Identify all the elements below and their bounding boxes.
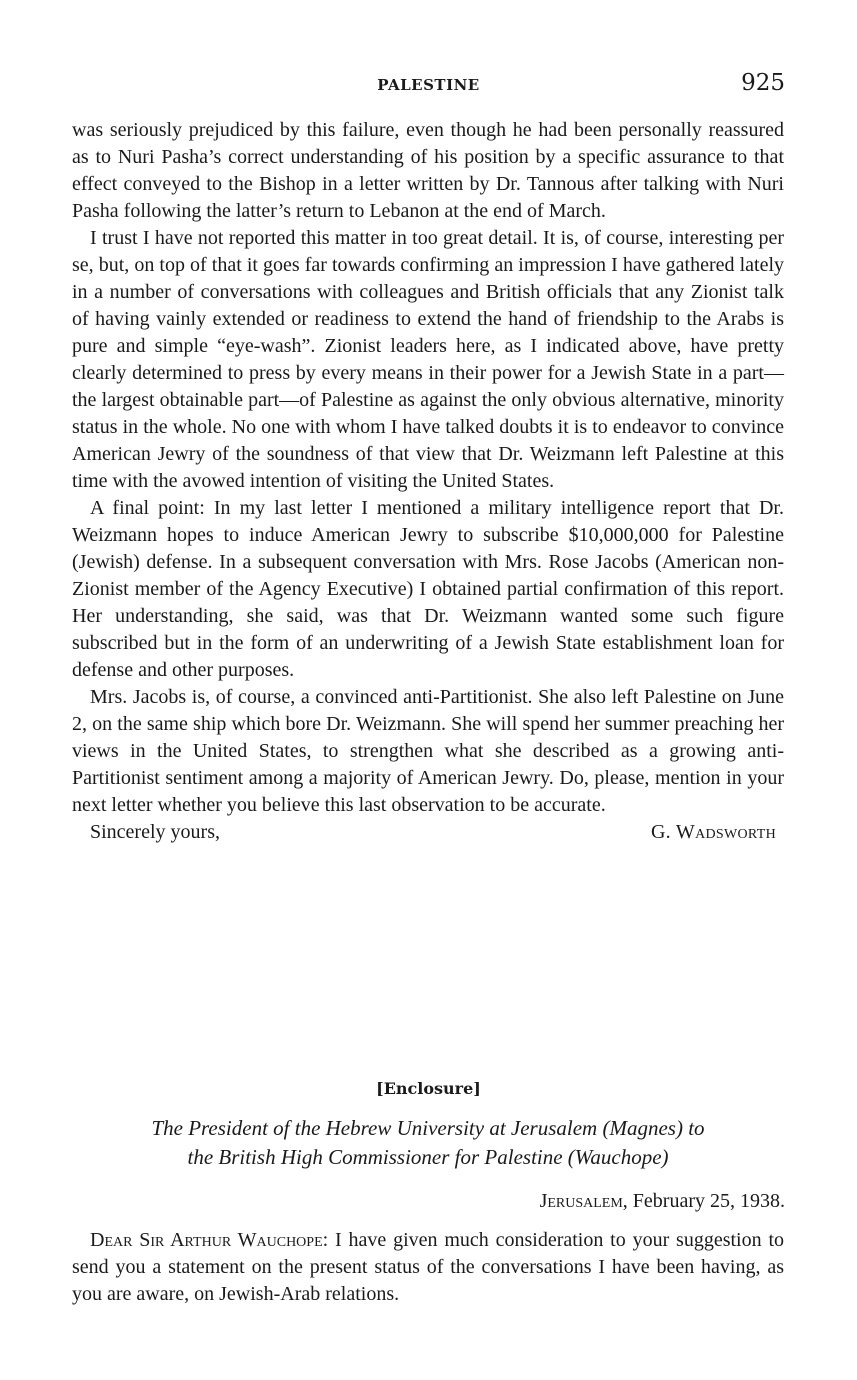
paragraph: I trust I have not reported this matter in too great detail. It is, of course, interesting per se, but, on top of that it goes far towards confirming an impression I have gathered lately in a number of conversations with colleagues and British officials that any Zionist talk of having vainly extended or readiness to extend the hand of friendship to the Arabs is pure and simple “eye-wash”. Zionist leaders here, as I indicated above, have pretty clearly determined to press by every means in their power for a Jewish State in a part—the largest obtainable part—of Palestine as against the only obvious alternative, minority status in the whole. No one with whom I have talked doubts it is to endeavor to convince American Jewry of the soundness of that view that Dr. Weizmann left Palestine at this time with the avowed intention of visiting the United States. (72, 227, 784, 492)
letter-body (72, 117, 784, 846)
enclosure-title-line: the British High Commissioner for Palestine (Wauchope) (187, 1145, 669, 1169)
signature: G. Wadsworth (650, 821, 776, 843)
paragraph-continuation: was seriously prejudiced by this failure, even though he had been personally reassured as to Nuri Pasha’s correct understanding of his position by a specific assurance to that effect conveyed to the Bishop in a letter written by Dr. Tannous after talking with Nuri Pasha following the latter’s return to Lebanon at the end of March. (72, 119, 784, 222)
enclosure-title (72, 1114, 784, 1172)
dateline-date: , February 25, 1938. (622, 1190, 785, 1212)
enclosure-opening-paragraph (72, 1227, 784, 1308)
paragraph: A final point: In my last letter I mentioned a military intelligence report that Dr. Weizmann hopes to induce American Jewry to subscribe $10,000,000 for Palestine (Jewish) defense. In a subsequent conversation with Mrs. Rose Jacobs (American non-Zionist member of the Agency Executive) I obtained partial confirmation of this report. Her understanding, she said, was that Dr. Weizmann wanted some such figure subscribed but in the form of an underwriting of a Jewish State establishment loan for defense and other purposes. (72, 497, 784, 681)
running-head: PALESTINE (377, 76, 480, 94)
closing-salutation: Sincerely yours, (90, 821, 220, 843)
page-header (72, 70, 785, 104)
enclosure-label: [Enclosure] (376, 1079, 481, 1098)
letter-closing (72, 819, 784, 846)
enclosure-title-line: The President of the Hebrew University at Jerusalem (Magnes) to (151, 1116, 705, 1140)
enclosure-salutation: Dear Sir Arthur Wauchope (90, 1229, 323, 1251)
paragraph: Mrs. Jacobs is, of course, a convinced anti-Partitionist. She also left Palestine on June 2, on the same ship which bore Dr. Weizmann. She will spend her summer preaching her views in the United States, to strengthen what she described as a growing anti-Partitionist sentiment among a majority of American Jewry. Do, please, mention in your next letter whether you believe this last observation to be accurate. (72, 686, 784, 816)
dateline-place: Jerusalem (539, 1190, 623, 1212)
enclosure-opening-text: : I have given much consideration to your suggestion to send you a statement on the present status of the conversations I have been having, as you are aware, on Jewish-Arab relations. (72, 1229, 784, 1305)
page-number: 925 (741, 70, 785, 96)
enclosure-letter (72, 1227, 784, 1308)
dateline (540, 1190, 785, 1213)
